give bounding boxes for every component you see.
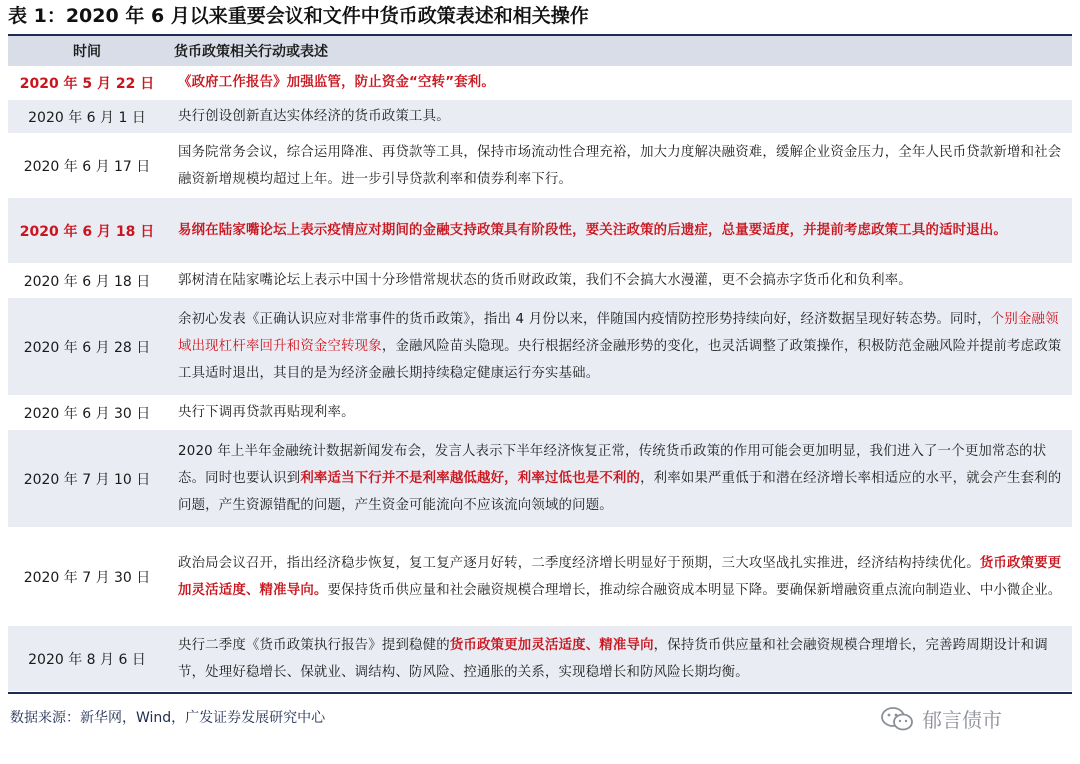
row-date: 2020 年 7 月 10 日 [23,471,151,488]
policy-table [8,34,1072,694]
row-description [166,198,1072,263]
row-date: 2020 年 5 月 22 日 [19,75,155,92]
row-description [166,430,1072,527]
row-date: 2020 年 6 月 18 日 [23,273,151,290]
row-description [166,66,1072,99]
emphasis-text: 利率适当下行并不是利率越低越好，利率过低也是不利的 [300,471,641,486]
table-row [8,430,1072,528]
table-header [8,34,1072,66]
table-row [8,264,1072,298]
table-row [8,100,1072,134]
emphasis-text: 易纲在陆家嘴论坛上表示疫情应对期间的金融支持政策具有阶段性，要关注政策的后遗症，总量要适度，并提前考虑政策工具的适时退出。 [178,223,1008,238]
emphasis-text: 个别金融领域出现杠杆率回升和资金空转现象 [178,312,1059,354]
description-text: 2020 年上半年金融统计数据新闻发布会，发言人表示下半年经济恢复正常，传统货币政策的作用可能会更加明显，我们进入了一个更加常态的状态。同时也要认识到 [178,444,1047,486]
description-text: 央行下调再贷款再贴现利率。 [178,405,355,420]
row-description [166,264,1072,297]
row-date: 2020 年 6 月 30 日 [23,405,151,422]
row-date: 2020 年 7 月 30 日 [23,569,151,586]
row-date: 2020 年 6 月 17 日 [23,158,151,175]
table-row [8,298,1072,396]
table-title: 表 1：2020 年 6 月以来重要会议和文件中货币政策表述和相关操作 [8,5,589,27]
row-date: 2020 年 8 月 6 日 [28,651,146,668]
description-text: 余初心发表《正确认识应对非常事件的货币政策》，指出 4 月份以来，伴随国内疫情防控形势持续向好，经济数据呈现好转态势。同时， [178,312,991,327]
description-text: ，金融风险苗头隐现。央行根据经济金融形势的变化，也灵活调整了政策操作，积极防范金融风险并提前考虑政策工具适时退出，其目的是为经济金融长期持续稳定健康运行夯实基础。 [178,339,1062,381]
table-row [8,396,1072,430]
row-date: 2020 年 6 月 18 日 [19,223,155,240]
description-text: 要保持货币供应量和社会融资规模合理增长，推动综合融资成本明显下降。要确保新增融资重点流向制造业、中小微企业。 [327,582,1062,598]
table-row [8,528,1072,626]
table-row [8,626,1072,692]
row-description [166,100,1072,133]
description-text: 郭树清在陆家嘴论坛上表示中国十分珍惜常规状态的货币财政政策，我们不会搞大水漫灌，更不会搞赤字货币化和负利率。 [178,273,912,288]
emphasis-text: 货币政策要更加灵活适度、精准导向。 [178,555,1062,598]
table-row [8,198,1072,264]
emphasis-text: 《政府工作报告》加强监管，防止资金“空转”套利。 [178,75,495,90]
watermark-text: 郁言债市 [922,708,1002,732]
table-bottom-rule [8,692,1072,694]
description-text: 央行二季度《货币政策执行报告》提到稳健的 [178,637,450,653]
data-source: 数据来源：新华网，Wind，广发证券发展研究中心 [10,710,326,726]
description-text: 政治局会议召开，指出经济稳步恢复，复工复产逐月好转，二季度经济增长明显好于预期，三大攻坚战扎实推进，经济结构持续优化。 [178,555,980,571]
header-description: 货币政策相关行动或表述 [174,44,328,60]
row-description [166,298,1072,395]
wechat-icon [880,706,914,732]
emphasis-text: 货币政策更加灵活适度、精准导向 [449,637,654,653]
table-body [8,66,1072,692]
description-text: ，利率如果严重低于和潜在经济增长率相适应的水平，就会产生套利的问题，产生资源错配的问题，产生资金可能流向不应该流向领域的问题。 [178,471,1062,513]
header-time: 时间 [73,44,101,60]
description-text: 央行创设创新直达实体经济的货币政策工具。 [178,109,450,124]
table-row [8,134,1072,198]
row-description [166,626,1072,691]
row-description [166,528,1072,625]
table-row [8,66,1072,100]
description-text: ，保持货币供应量和社会融资规模合理增长，完善跨周期设计和调节，处理好稳增长、保就业、调结构、防风险、控通胀的关系，实现稳增长和防风险长期均衡。 [178,637,1048,680]
row-description [166,396,1072,429]
watermark [880,704,1002,733]
row-date: 2020 年 6 月 28 日 [23,339,151,356]
description-text: 国务院常务会议，综合运用降准、再贷款等工具，保持市场流动性合理充裕，加大力度解决融资难，缓解企业资金压力，全年人民币贷款新增和社会融资新增规模均超过上年。进一步引导贷款利率和债券利率下行。 [178,144,1062,187]
row-date: 2020 年 6 月 1 日 [28,109,146,126]
row-description [166,134,1072,197]
